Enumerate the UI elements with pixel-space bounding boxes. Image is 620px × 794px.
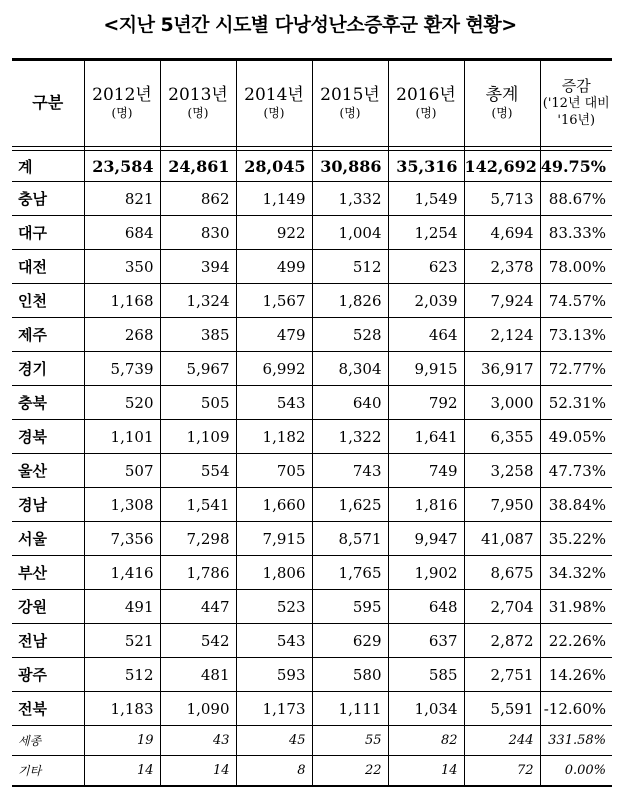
cell-total: 2,872 — [464, 624, 540, 658]
header-year-label: 2014년 — [244, 84, 304, 105]
cell-region: 서울 — [12, 522, 84, 556]
cell-y2016: 9,915 — [388, 352, 464, 386]
cell-y2014: 922 — [236, 216, 312, 250]
cell-change: -12.60% — [540, 692, 612, 726]
cell-y2015: 528 — [312, 318, 388, 352]
table-row — [12, 756, 612, 787]
cell-change: 31.98% — [540, 590, 612, 624]
cell-y2014: 1,806 — [236, 556, 312, 590]
cell-total: 244 — [464, 726, 540, 756]
cell-y2015: 1,826 — [312, 284, 388, 318]
table-row — [12, 658, 612, 692]
cell-region: 울산 — [12, 454, 84, 488]
cell-y2013: 1,324 — [160, 284, 236, 318]
cell-y2016: 464 — [388, 318, 464, 352]
cell-region: 전남 — [12, 624, 84, 658]
table-row — [12, 420, 612, 454]
cell-y2012: 520 — [84, 386, 160, 420]
cell-y2016: 1,549 — [388, 182, 464, 216]
header-unit: (명) — [263, 106, 285, 121]
cell-y2016: 14 — [388, 756, 464, 787]
header-change-line1: 증감 — [561, 76, 591, 95]
cell-total: 7,924 — [464, 284, 540, 318]
cell-y2013: 14 — [160, 756, 236, 787]
cell-change: 52.31% — [540, 386, 612, 420]
table-row — [12, 726, 612, 756]
cell-region: 제주 — [12, 318, 84, 352]
cell-region: 강원 — [12, 590, 84, 624]
cell-change: 72.77% — [540, 352, 612, 386]
cell-y2015: 30,886 — [312, 151, 388, 182]
cell-y2012: 491 — [84, 590, 160, 624]
cell-change: 83.33% — [540, 216, 612, 250]
cell-change: 49.05% — [540, 420, 612, 454]
table-row — [12, 556, 612, 590]
cell-total: 3,000 — [464, 386, 540, 420]
cell-y2012: 821 — [84, 182, 160, 216]
cell-region: 대구 — [12, 216, 84, 250]
cell-total: 8,675 — [464, 556, 540, 590]
table-row — [12, 284, 612, 318]
patient-stats-table — [12, 58, 612, 787]
cell-y2015: 1,322 — [312, 420, 388, 454]
cell-y2016: 1,816 — [388, 488, 464, 522]
cell-total: 6,355 — [464, 420, 540, 454]
header-total — [464, 60, 540, 147]
cell-change: 0.00% — [540, 756, 612, 787]
cell-y2016: 82 — [388, 726, 464, 756]
cell-y2013: 862 — [160, 182, 236, 216]
cell-y2013: 1,541 — [160, 488, 236, 522]
cell-y2015: 580 — [312, 658, 388, 692]
cell-y2015: 512 — [312, 250, 388, 284]
cell-y2016: 648 — [388, 590, 464, 624]
cell-y2012: 23,584 — [84, 151, 160, 182]
table-body — [12, 147, 612, 787]
cell-region: 충남 — [12, 182, 84, 216]
cell-change: 47.73% — [540, 454, 612, 488]
cell-y2012: 684 — [84, 216, 160, 250]
cell-y2013: 505 — [160, 386, 236, 420]
cell-total: 2,751 — [464, 658, 540, 692]
cell-y2015: 1,625 — [312, 488, 388, 522]
cell-total: 2,378 — [464, 250, 540, 284]
cell-y2015: 595 — [312, 590, 388, 624]
cell-change: 49.75% — [540, 151, 612, 182]
cell-y2016: 623 — [388, 250, 464, 284]
table-row — [12, 386, 612, 420]
table-row — [12, 624, 612, 658]
table-row — [12, 216, 612, 250]
cell-y2013: 554 — [160, 454, 236, 488]
cell-total: 142,692 — [464, 151, 540, 182]
cell-y2014: 1,660 — [236, 488, 312, 522]
cell-y2014: 1,567 — [236, 284, 312, 318]
cell-change: 22.26% — [540, 624, 612, 658]
cell-change: 331.58% — [540, 726, 612, 756]
cell-region: 부산 — [12, 556, 84, 590]
cell-region: 계 — [12, 151, 84, 182]
cell-y2014: 28,045 — [236, 151, 312, 182]
cell-region: 전북 — [12, 692, 84, 726]
table-row — [12, 182, 612, 216]
cell-total: 5,713 — [464, 182, 540, 216]
cell-y2012: 5,739 — [84, 352, 160, 386]
cell-y2014: 543 — [236, 624, 312, 658]
cell-change: 74.57% — [540, 284, 612, 318]
cell-region: 경남 — [12, 488, 84, 522]
cell-y2015: 743 — [312, 454, 388, 488]
table-row — [12, 250, 612, 284]
cell-y2015: 8,571 — [312, 522, 388, 556]
cell-y2012: 1,416 — [84, 556, 160, 590]
cell-region: 인천 — [12, 284, 84, 318]
cell-y2015: 8,304 — [312, 352, 388, 386]
cell-y2013: 481 — [160, 658, 236, 692]
cell-change: 78.00% — [540, 250, 612, 284]
header-total-label: 총계 — [485, 84, 519, 105]
cell-total: 41,087 — [464, 522, 540, 556]
cell-y2014: 45 — [236, 726, 312, 756]
cell-total: 2,124 — [464, 318, 540, 352]
cell-y2013: 7,298 — [160, 522, 236, 556]
cell-y2012: 19 — [84, 726, 160, 756]
cell-y2014: 593 — [236, 658, 312, 692]
header-year-2016 — [388, 60, 464, 147]
cell-y2012: 1,101 — [84, 420, 160, 454]
table-row — [12, 590, 612, 624]
cell-total: 3,258 — [464, 454, 540, 488]
cell-change: 73.13% — [540, 318, 612, 352]
cell-y2014: 1,173 — [236, 692, 312, 726]
cell-change: 35.22% — [540, 522, 612, 556]
cell-y2014: 705 — [236, 454, 312, 488]
cell-y2014: 8 — [236, 756, 312, 787]
table-row — [12, 352, 612, 386]
cell-region: 경북 — [12, 420, 84, 454]
cell-y2014: 6,992 — [236, 352, 312, 386]
cell-y2012: 1,308 — [84, 488, 160, 522]
table-row-total — [12, 151, 612, 182]
cell-y2012: 268 — [84, 318, 160, 352]
cell-y2014: 523 — [236, 590, 312, 624]
cell-y2016: 1,034 — [388, 692, 464, 726]
cell-y2015: 55 — [312, 726, 388, 756]
cell-change: 38.84% — [540, 488, 612, 522]
cell-y2013: 542 — [160, 624, 236, 658]
cell-change: 14.26% — [540, 658, 612, 692]
header-change — [540, 60, 612, 147]
cell-y2016: 1,641 — [388, 420, 464, 454]
cell-y2015: 1,332 — [312, 182, 388, 216]
header-unit: (명) — [491, 106, 513, 121]
header-year-label: 2012년 — [92, 84, 152, 105]
cell-y2014: 1,182 — [236, 420, 312, 454]
header-unit: (명) — [111, 106, 133, 121]
cell-y2013: 394 — [160, 250, 236, 284]
header-year-2013 — [160, 60, 236, 147]
cell-y2014: 479 — [236, 318, 312, 352]
cell-y2012: 1,183 — [84, 692, 160, 726]
cell-total: 5,591 — [464, 692, 540, 726]
cell-total: 2,704 — [464, 590, 540, 624]
cell-y2013: 447 — [160, 590, 236, 624]
header-year-2012 — [84, 60, 160, 147]
cell-change: 34.32% — [540, 556, 612, 590]
cell-y2013: 5,967 — [160, 352, 236, 386]
table-row — [12, 522, 612, 556]
table-row — [12, 488, 612, 522]
header-unit: (명) — [339, 106, 361, 121]
header-year-2015 — [312, 60, 388, 147]
header-year-2014 — [236, 60, 312, 147]
cell-y2013: 385 — [160, 318, 236, 352]
header-category: 구분 — [12, 60, 84, 147]
cell-y2016: 792 — [388, 386, 464, 420]
cell-y2016: 637 — [388, 624, 464, 658]
cell-y2012: 1,168 — [84, 284, 160, 318]
cell-region: 기타 — [12, 756, 84, 787]
header-unit: (명) — [187, 106, 209, 121]
header-year-label: 2016년 — [396, 84, 456, 105]
cell-y2012: 521 — [84, 624, 160, 658]
cell-y2016: 1,254 — [388, 216, 464, 250]
cell-y2013: 43 — [160, 726, 236, 756]
table-row — [12, 692, 612, 726]
cell-y2014: 1,149 — [236, 182, 312, 216]
cell-y2016: 9,947 — [388, 522, 464, 556]
cell-y2016: 35,316 — [388, 151, 464, 182]
table-row — [12, 318, 612, 352]
table-header-row — [12, 60, 612, 147]
cell-y2012: 507 — [84, 454, 160, 488]
cell-y2012: 350 — [84, 250, 160, 284]
cell-y2016: 749 — [388, 454, 464, 488]
cell-y2015: 1,111 — [312, 692, 388, 726]
cell-y2014: 499 — [236, 250, 312, 284]
cell-y2013: 1,786 — [160, 556, 236, 590]
cell-y2016: 2,039 — [388, 284, 464, 318]
cell-region: 경기 — [12, 352, 84, 386]
header-change-line2: ('12년 대비 — [542, 96, 610, 112]
cell-y2014: 543 — [236, 386, 312, 420]
cell-y2012: 14 — [84, 756, 160, 787]
header-change-line3: '16년) — [557, 113, 596, 129]
cell-y2015: 22 — [312, 756, 388, 787]
header-year-label: 2013년 — [168, 84, 228, 105]
cell-y2015: 629 — [312, 624, 388, 658]
cell-total: 4,694 — [464, 216, 540, 250]
header-year-label: 2015년 — [320, 84, 380, 105]
cell-change: 88.67% — [540, 182, 612, 216]
cell-total: 7,950 — [464, 488, 540, 522]
cell-region: 세종 — [12, 726, 84, 756]
cell-total: 36,917 — [464, 352, 540, 386]
page-title: <지난 5년간 시도별 다낭성난소증후군 환자 현황> — [103, 14, 517, 36]
cell-y2016: 1,902 — [388, 556, 464, 590]
cell-y2015: 640 — [312, 386, 388, 420]
table-row — [12, 454, 612, 488]
cell-y2012: 512 — [84, 658, 160, 692]
cell-y2014: 7,915 — [236, 522, 312, 556]
cell-y2015: 1,004 — [312, 216, 388, 250]
cell-region: 대전 — [12, 250, 84, 284]
cell-y2013: 830 — [160, 216, 236, 250]
header-unit: (명) — [415, 106, 437, 121]
cell-y2013: 1,109 — [160, 420, 236, 454]
cell-y2013: 24,861 — [160, 151, 236, 182]
cell-y2012: 7,356 — [84, 522, 160, 556]
cell-y2015: 1,765 — [312, 556, 388, 590]
cell-y2013: 1,090 — [160, 692, 236, 726]
cell-y2016: 585 — [388, 658, 464, 692]
cell-region: 광주 — [12, 658, 84, 692]
cell-total: 72 — [464, 756, 540, 787]
cell-region: 충북 — [12, 386, 84, 420]
